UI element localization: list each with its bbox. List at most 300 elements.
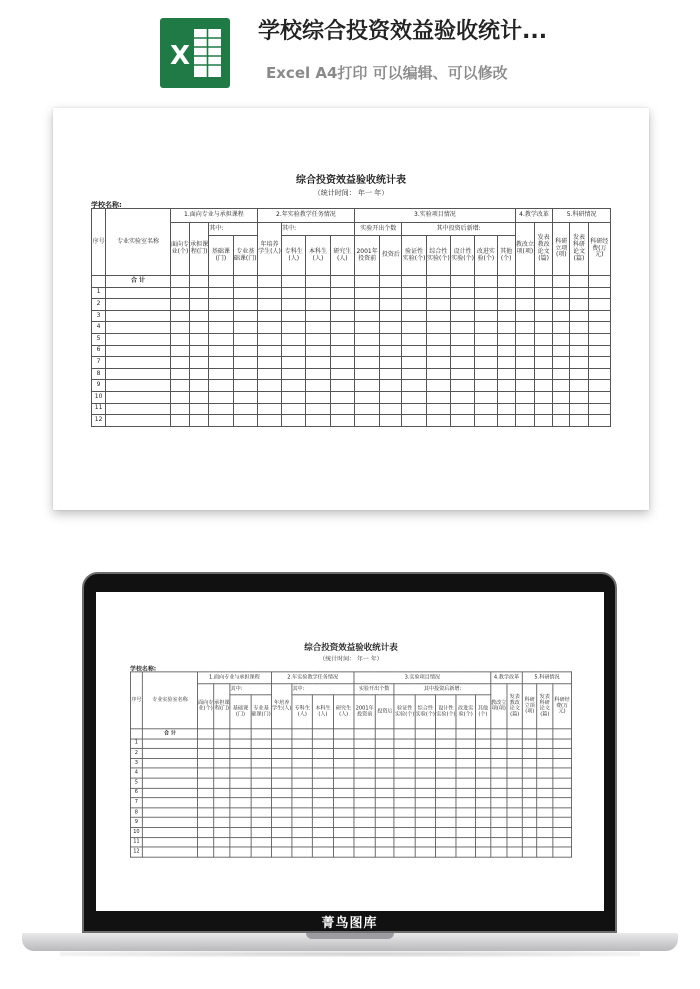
data-cell[interactable]: [354, 368, 379, 380]
data-cell[interactable]: [282, 345, 306, 357]
data-cell[interactable]: [588, 345, 610, 357]
data-cell[interactable]: [380, 322, 402, 334]
data-cell[interactable]: [522, 818, 537, 828]
data-cell[interactable]: [306, 322, 330, 334]
data-cell[interactable]: [330, 333, 354, 345]
data-cell[interactable]: [354, 798, 375, 808]
data-cell[interactable]: [333, 818, 354, 828]
data-cell[interactable]: [497, 287, 515, 299]
data-cell[interactable]: [553, 739, 572, 749]
data-cell[interactable]: [170, 299, 189, 311]
data-cell[interactable]: [292, 729, 313, 739]
data-cell[interactable]: [588, 403, 610, 415]
data-cell[interactable]: [451, 333, 475, 345]
data-cell[interactable]: [436, 788, 457, 798]
data-cell[interactable]: [553, 749, 572, 759]
data-cell[interactable]: [230, 818, 251, 828]
data-cell[interactable]: [209, 345, 233, 357]
data-cell[interactable]: [190, 403, 209, 415]
data-cell[interactable]: [475, 287, 497, 299]
data-cell[interactable]: [456, 758, 475, 768]
data-cell[interactable]: [522, 739, 537, 749]
data-cell[interactable]: [354, 749, 375, 759]
data-cell[interactable]: [507, 808, 522, 818]
data-cell[interactable]: [380, 287, 402, 299]
data-cell[interactable]: [402, 310, 426, 322]
data-cell[interactable]: [475, 391, 497, 403]
data-cell[interactable]: [306, 333, 330, 345]
data-cell[interactable]: [535, 322, 553, 334]
data-cell[interactable]: [451, 310, 475, 322]
data-cell[interactable]: [415, 837, 436, 847]
data-cell[interactable]: [402, 345, 426, 357]
data-cell[interactable]: [570, 415, 588, 427]
data-cell[interactable]: [306, 403, 330, 415]
data-cell[interactable]: [402, 357, 426, 369]
data-cell[interactable]: [170, 368, 189, 380]
data-cell[interactable]: [588, 333, 610, 345]
data-cell[interactable]: [257, 415, 281, 427]
data-cell[interactable]: [190, 357, 209, 369]
data-cell[interactable]: [570, 380, 588, 392]
data-cell[interactable]: [491, 798, 507, 808]
data-cell[interactable]: [491, 847, 507, 857]
data-cell[interactable]: [190, 287, 209, 299]
data-cell[interactable]: [292, 808, 313, 818]
data-cell[interactable]: [522, 758, 537, 768]
data-cell[interactable]: [271, 837, 292, 847]
data-cell[interactable]: [515, 345, 534, 357]
data-cell[interactable]: [402, 299, 426, 311]
data-cell[interactable]: [553, 310, 570, 322]
data-cell[interactable]: [251, 729, 272, 739]
data-cell[interactable]: [415, 827, 436, 837]
data-cell[interactable]: [230, 788, 251, 798]
data-cell[interactable]: [354, 788, 375, 798]
data-cell[interactable]: [515, 415, 534, 427]
data-cell[interactable]: [292, 739, 313, 749]
data-cell[interactable]: [497, 380, 515, 392]
data-cell[interactable]: [570, 299, 588, 311]
data-cell[interactable]: [214, 758, 230, 768]
data-cell[interactable]: [553, 287, 570, 299]
data-cell[interactable]: [451, 287, 475, 299]
data-cell[interactable]: [553, 847, 572, 857]
data-cell[interactable]: [456, 847, 475, 857]
data-cell[interactable]: [313, 778, 334, 788]
data-cell[interactable]: [497, 276, 515, 288]
data-cell[interactable]: [306, 345, 330, 357]
data-cell[interactable]: [209, 380, 233, 392]
data-cell[interactable]: [354, 299, 379, 311]
data-cell[interactable]: [170, 310, 189, 322]
data-cell[interactable]: [330, 415, 354, 427]
data-cell[interactable]: [306, 287, 330, 299]
data-cell[interactable]: [271, 847, 292, 857]
data-cell[interactable]: [306, 357, 330, 369]
data-cell[interactable]: [251, 818, 272, 828]
data-cell[interactable]: [257, 380, 281, 392]
data-cell[interactable]: [436, 818, 457, 828]
data-cell[interactable]: [553, 788, 572, 798]
data-cell[interactable]: [436, 778, 457, 788]
data-cell[interactable]: [190, 333, 209, 345]
data-cell[interactable]: [282, 310, 306, 322]
data-cell[interactable]: [394, 739, 415, 749]
data-cell[interactable]: [515, 299, 534, 311]
data-cell[interactable]: [456, 837, 475, 847]
data-cell[interactable]: [209, 299, 233, 311]
data-cell[interactable]: [333, 768, 354, 778]
data-cell[interactable]: [507, 729, 522, 739]
data-cell[interactable]: [271, 788, 292, 798]
data-cell[interactable]: [415, 818, 436, 828]
data-cell[interactable]: [436, 837, 457, 847]
data-cell[interactable]: [515, 310, 534, 322]
data-cell[interactable]: [282, 415, 306, 427]
data-cell[interactable]: [313, 739, 334, 749]
data-cell[interactable]: [436, 847, 457, 857]
data-cell[interactable]: [497, 415, 515, 427]
data-cell[interactable]: [426, 299, 450, 311]
data-cell[interactable]: [451, 403, 475, 415]
data-cell[interactable]: [292, 768, 313, 778]
data-cell[interactable]: [553, 415, 570, 427]
data-cell[interactable]: [230, 837, 251, 847]
data-cell[interactable]: [170, 333, 189, 345]
data-cell[interactable]: [402, 287, 426, 299]
data-cell[interactable]: [535, 380, 553, 392]
data-cell[interactable]: [330, 287, 354, 299]
data-cell[interactable]: [190, 415, 209, 427]
data-cell[interactable]: [282, 368, 306, 380]
data-cell[interactable]: [375, 788, 394, 798]
data-cell[interactable]: [570, 310, 588, 322]
data-cell[interactable]: [170, 345, 189, 357]
data-cell[interactable]: [456, 739, 475, 749]
data-cell[interactable]: [313, 768, 334, 778]
data-cell[interactable]: [375, 808, 394, 818]
data-cell[interactable]: [588, 415, 610, 427]
data-cell[interactable]: [354, 322, 379, 334]
data-cell[interactable]: [282, 299, 306, 311]
data-cell[interactable]: [197, 749, 213, 759]
data-cell[interactable]: [354, 758, 375, 768]
data-cell[interactable]: [233, 345, 257, 357]
data-cell[interactable]: [515, 403, 534, 415]
data-cell[interactable]: [451, 276, 475, 288]
data-cell[interactable]: [415, 749, 436, 759]
data-cell[interactable]: [333, 837, 354, 847]
data-cell[interactable]: [515, 287, 534, 299]
data-cell[interactable]: [491, 778, 507, 788]
data-cell[interactable]: [475, 729, 491, 739]
data-cell[interactable]: [214, 798, 230, 808]
data-cell[interactable]: [402, 380, 426, 392]
data-cell[interactable]: [553, 345, 570, 357]
data-cell[interactable]: [251, 758, 272, 768]
data-cell[interactable]: [426, 380, 450, 392]
data-cell[interactable]: [354, 818, 375, 828]
data-cell[interactable]: [475, 322, 497, 334]
data-cell[interactable]: [197, 768, 213, 778]
data-cell[interactable]: [451, 380, 475, 392]
data-cell[interactable]: [251, 788, 272, 798]
data-cell[interactable]: [588, 357, 610, 369]
data-cell[interactable]: [354, 778, 375, 788]
data-cell[interactable]: [354, 391, 379, 403]
data-cell[interactable]: [515, 391, 534, 403]
data-cell[interactable]: [214, 837, 230, 847]
data-cell[interactable]: [553, 380, 570, 392]
data-cell[interactable]: [451, 345, 475, 357]
data-cell[interactable]: [333, 788, 354, 798]
data-cell[interactable]: [535, 391, 553, 403]
data-cell[interactable]: [491, 758, 507, 768]
data-cell[interactable]: [475, 415, 497, 427]
data-cell[interactable]: [271, 778, 292, 788]
data-cell[interactable]: [380, 345, 402, 357]
data-cell[interactable]: [230, 758, 251, 768]
data-cell[interactable]: [271, 749, 292, 759]
data-cell[interactable]: [553, 322, 570, 334]
data-cell[interactable]: [426, 276, 450, 288]
data-cell[interactable]: [475, 837, 491, 847]
data-cell[interactable]: [535, 415, 553, 427]
data-cell[interactable]: [251, 847, 272, 857]
data-cell[interactable]: [491, 837, 507, 847]
data-cell[interactable]: [333, 729, 354, 739]
data-cell[interactable]: [553, 758, 572, 768]
data-cell[interactable]: [475, 739, 491, 749]
data-cell[interactable]: [507, 827, 522, 837]
data-cell[interactable]: [553, 368, 570, 380]
data-cell[interactable]: [354, 739, 375, 749]
data-cell[interactable]: [553, 276, 570, 288]
data-cell[interactable]: [394, 788, 415, 798]
data-cell[interactable]: [214, 739, 230, 749]
data-cell[interactable]: [330, 345, 354, 357]
data-cell[interactable]: [333, 758, 354, 768]
data-cell[interactable]: [497, 391, 515, 403]
data-cell[interactable]: [394, 808, 415, 818]
data-cell[interactable]: [251, 798, 272, 808]
data-cell[interactable]: [588, 380, 610, 392]
data-cell[interactable]: [497, 299, 515, 311]
data-cell[interactable]: [282, 357, 306, 369]
data-cell[interactable]: [436, 758, 457, 768]
data-cell[interactable]: [380, 276, 402, 288]
data-cell[interactable]: [233, 403, 257, 415]
data-cell[interactable]: [475, 749, 491, 759]
data-cell[interactable]: [375, 729, 394, 739]
data-cell[interactable]: [522, 768, 537, 778]
data-cell[interactable]: [475, 380, 497, 392]
data-cell[interactable]: [451, 299, 475, 311]
data-cell[interactable]: [197, 827, 213, 837]
data-cell[interactable]: [475, 345, 497, 357]
data-cell[interactable]: [535, 403, 553, 415]
data-cell[interactable]: [330, 380, 354, 392]
data-cell[interactable]: [475, 788, 491, 798]
data-cell[interactable]: [230, 808, 251, 818]
data-cell[interactable]: [522, 827, 537, 837]
data-cell[interactable]: [537, 778, 552, 788]
data-cell[interactable]: [475, 758, 491, 768]
data-cell[interactable]: [330, 368, 354, 380]
data-cell[interactable]: [170, 287, 189, 299]
data-cell[interactable]: [588, 310, 610, 322]
data-cell[interactable]: [522, 837, 537, 847]
data-cell[interactable]: [497, 345, 515, 357]
data-cell[interactable]: [257, 276, 281, 288]
data-cell[interactable]: [436, 808, 457, 818]
data-cell[interactable]: [436, 768, 457, 778]
data-cell[interactable]: [209, 368, 233, 380]
data-cell[interactable]: [306, 368, 330, 380]
data-cell[interactable]: [257, 368, 281, 380]
data-cell[interactable]: [197, 837, 213, 847]
data-cell[interactable]: [306, 380, 330, 392]
data-cell[interactable]: [375, 758, 394, 768]
data-cell[interactable]: [588, 368, 610, 380]
data-cell[interactable]: [426, 391, 450, 403]
data-cell[interactable]: [475, 818, 491, 828]
data-cell[interactable]: [333, 847, 354, 857]
data-cell[interactable]: [170, 415, 189, 427]
data-cell[interactable]: [375, 818, 394, 828]
data-cell[interactable]: [553, 768, 572, 778]
data-cell[interactable]: [271, 798, 292, 808]
data-cell[interactable]: [475, 299, 497, 311]
data-cell[interactable]: [522, 808, 537, 818]
data-cell[interactable]: [197, 808, 213, 818]
data-cell[interactable]: [570, 391, 588, 403]
data-cell[interactable]: [257, 322, 281, 334]
data-cell[interactable]: [257, 310, 281, 322]
data-cell[interactable]: [214, 729, 230, 739]
data-cell[interactable]: [451, 357, 475, 369]
data-cell[interactable]: [535, 299, 553, 311]
data-cell[interactable]: [456, 818, 475, 828]
data-cell[interactable]: [209, 322, 233, 334]
data-cell[interactable]: [553, 357, 570, 369]
data-cell[interactable]: [333, 808, 354, 818]
data-cell[interactable]: [415, 798, 436, 808]
data-cell[interactable]: [588, 391, 610, 403]
data-cell[interactable]: [491, 808, 507, 818]
data-cell[interactable]: [214, 768, 230, 778]
data-cell[interactable]: [209, 287, 233, 299]
data-cell[interactable]: [257, 391, 281, 403]
data-cell[interactable]: [570, 287, 588, 299]
data-cell[interactable]: [380, 403, 402, 415]
data-cell[interactable]: [515, 333, 534, 345]
data-cell[interactable]: [394, 778, 415, 788]
data-cell[interactable]: [535, 368, 553, 380]
data-cell[interactable]: [292, 827, 313, 837]
data-cell[interactable]: [491, 739, 507, 749]
data-cell[interactable]: [330, 299, 354, 311]
data-cell[interactable]: [306, 391, 330, 403]
data-cell[interactable]: [354, 403, 379, 415]
data-cell[interactable]: [233, 391, 257, 403]
data-cell[interactable]: [507, 798, 522, 808]
data-cell[interactable]: [209, 310, 233, 322]
data-cell[interactable]: [497, 322, 515, 334]
data-cell[interactable]: [456, 827, 475, 837]
data-cell[interactable]: [230, 749, 251, 759]
data-cell[interactable]: [330, 403, 354, 415]
data-cell[interactable]: [553, 729, 572, 739]
data-cell[interactable]: [230, 739, 251, 749]
data-cell[interactable]: [456, 798, 475, 808]
data-cell[interactable]: [209, 403, 233, 415]
data-cell[interactable]: [475, 357, 497, 369]
data-cell[interactable]: [475, 276, 497, 288]
data-cell[interactable]: [197, 729, 213, 739]
data-cell[interactable]: [570, 322, 588, 334]
data-cell[interactable]: [497, 403, 515, 415]
data-cell[interactable]: [394, 847, 415, 857]
data-cell[interactable]: [436, 827, 457, 837]
data-cell[interactable]: [271, 768, 292, 778]
data-cell[interactable]: [537, 837, 552, 847]
data-cell[interactable]: [402, 368, 426, 380]
data-cell[interactable]: [271, 729, 292, 739]
data-cell[interactable]: [271, 827, 292, 837]
data-cell[interactable]: [271, 758, 292, 768]
data-cell[interactable]: [214, 808, 230, 818]
data-cell[interactable]: [230, 778, 251, 788]
data-cell[interactable]: [292, 818, 313, 828]
data-cell[interactable]: [475, 778, 491, 788]
data-cell[interactable]: [553, 299, 570, 311]
data-cell[interactable]: [456, 749, 475, 759]
data-cell[interactable]: [436, 798, 457, 808]
data-cell[interactable]: [233, 299, 257, 311]
data-cell[interactable]: [230, 827, 251, 837]
data-cell[interactable]: [333, 798, 354, 808]
data-cell[interactable]: [456, 778, 475, 788]
data-cell[interactable]: [553, 808, 572, 818]
data-cell[interactable]: [426, 415, 450, 427]
data-cell[interactable]: [415, 768, 436, 778]
data-cell[interactable]: [306, 415, 330, 427]
data-cell[interactable]: [233, 310, 257, 322]
data-cell[interactable]: [233, 368, 257, 380]
data-cell[interactable]: [402, 333, 426, 345]
data-cell[interactable]: [190, 322, 209, 334]
data-cell[interactable]: [333, 778, 354, 788]
data-cell[interactable]: [354, 415, 379, 427]
data-cell[interactable]: [292, 798, 313, 808]
data-cell[interactable]: [230, 729, 251, 739]
data-cell[interactable]: [354, 808, 375, 818]
data-cell[interactable]: [292, 837, 313, 847]
data-cell[interactable]: [313, 818, 334, 828]
data-cell[interactable]: [313, 749, 334, 759]
data-cell[interactable]: [537, 768, 552, 778]
data-cell[interactable]: [535, 357, 553, 369]
data-cell[interactable]: [190, 276, 209, 288]
data-cell[interactable]: [233, 380, 257, 392]
data-cell[interactable]: [394, 758, 415, 768]
data-cell[interactable]: [375, 798, 394, 808]
data-cell[interactable]: [507, 837, 522, 847]
data-cell[interactable]: [282, 333, 306, 345]
data-cell[interactable]: [354, 847, 375, 857]
